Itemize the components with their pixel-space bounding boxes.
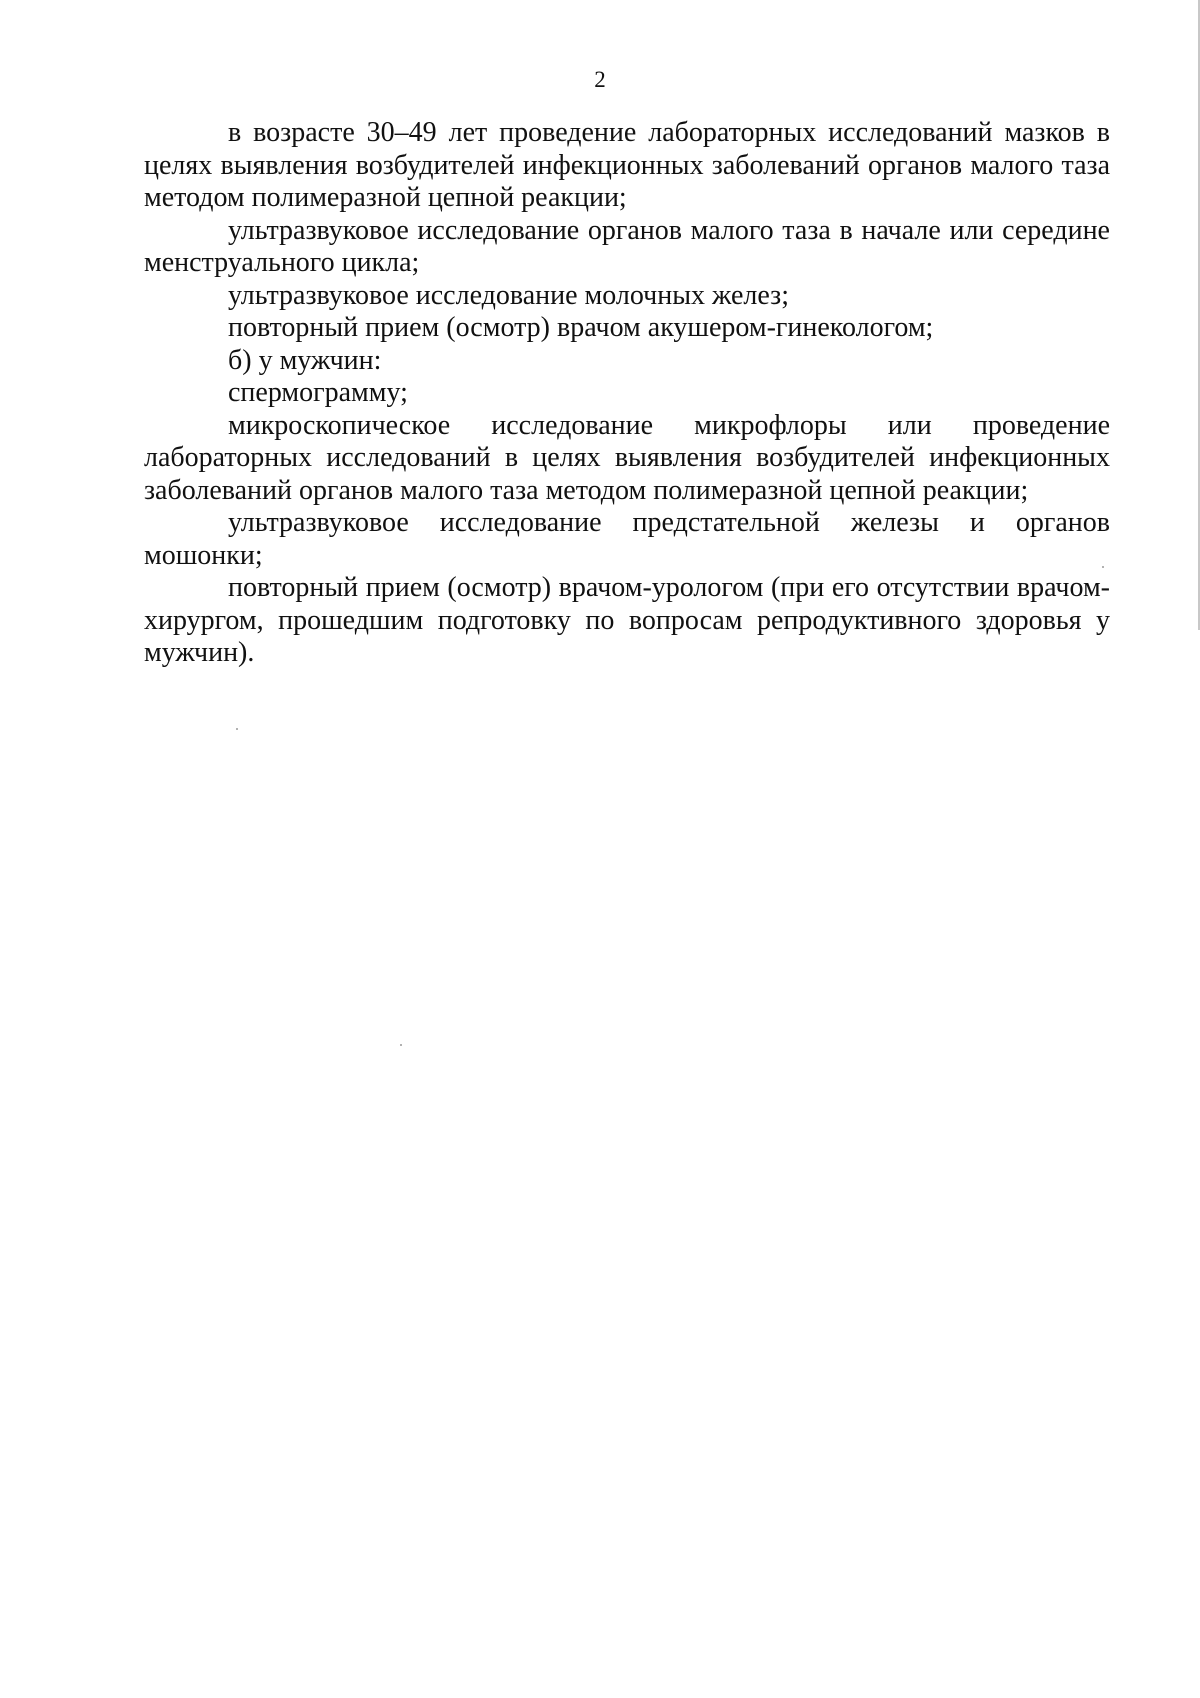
paragraph-men-microflora-test: микроскопическое исследование микрофлоры или проведение лабораторных исследований в целях выявления возбудителей инфекционных заболеваний органов малого таза методом полимеразной цепной реакции; xyxy=(144,409,1110,506)
scan-speck xyxy=(400,1044,402,1046)
paragraph-urologist-revisit: повторный прием (осмотр) врачом-урологом (при его отсутствии врачом-хирургом, прошедшим подготовку по вопросам репродуктивного здоровья у мужчин). xyxy=(144,572,1110,668)
document-body xyxy=(144,117,1110,670)
paragraph-breast-ultrasound: ультразвуковое исследование молочных желез; xyxy=(228,279,790,311)
paragraph-prostate-ultrasound: ультразвуковое исследование предстательной железы и органов мошонки; xyxy=(144,507,1110,571)
scan-speck xyxy=(1102,566,1104,568)
scan-speck xyxy=(236,728,238,730)
page-number: 2 xyxy=(594,67,606,92)
paragraph-men-heading: б) у мужчин: xyxy=(228,344,382,376)
paragraph-gynecologist-revisit: повторный прием (осмотр) врачом акушером-гинекологом; xyxy=(228,312,934,343)
paragraph-women-pcr-test: в возрасте 30–49 лет проведение лабораторных исследований мазков в целях выявления возбудителей инфекционных заболеваний органов малого таза методом полимеразной цепной реакции; xyxy=(144,117,1110,213)
paragraph-pelvic-ultrasound: ультразвуковое исследование органов малого таза в начале или середине менструального цикла; xyxy=(144,214,1110,278)
paragraph-spermogram: спермограмму; xyxy=(228,377,408,408)
